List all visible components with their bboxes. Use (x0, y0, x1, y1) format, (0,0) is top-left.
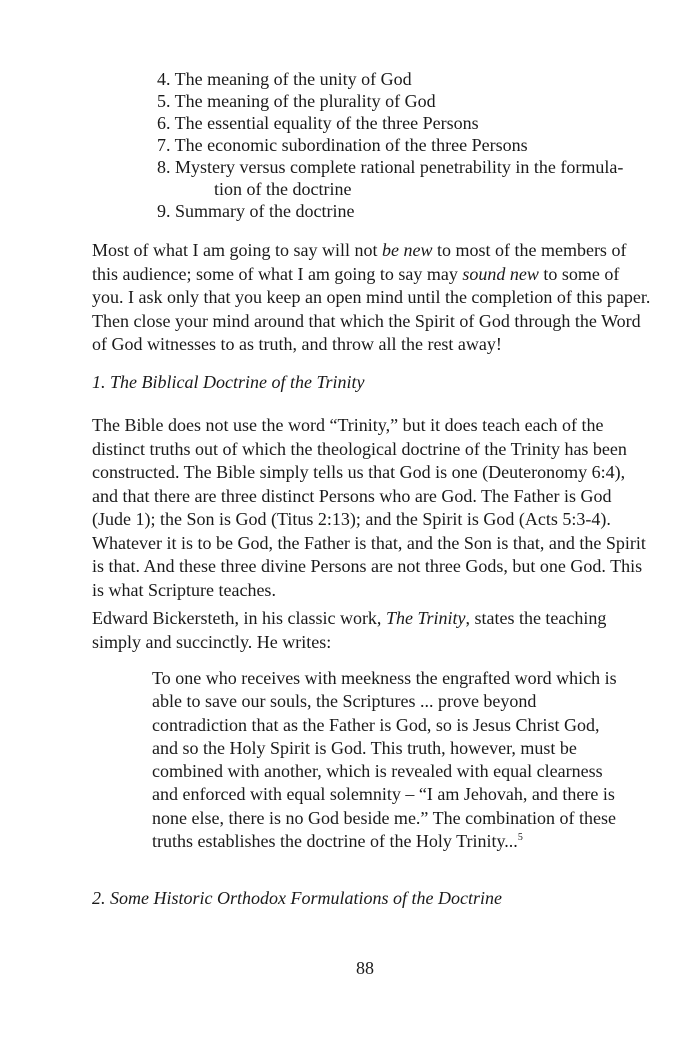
footnote-marker: 5 (517, 832, 523, 844)
outline-item: 6. The essential equality of the three Persons (157, 113, 479, 133)
emphasis-be-new: be new (381, 240, 433, 260)
outline-item: 9. Summary of the doctrine (157, 201, 355, 221)
outline-item: 8. Mystery versus complete rational penetrability in the formula- tion of the doctrine (157, 156, 657, 200)
outline-item: 4. The meaning of the unity of God (157, 69, 412, 89)
section-heading-2: 2. Some Historic Orthodox Formulations of the Doctrine (92, 888, 502, 908)
intro-paragraph: Most of what I am going to say will not be new to most of the members of this audience; some of what I am going to say may sound new to some of you. I ask only that you keep an open mind until the completion of this paper. Then close your mind around that which the Spirit of God through the Word of God witnesses to as truth, and throw all the rest away! (92, 240, 651, 354)
bickersteth-intro-paragraph: Edward Bickersteth, in his classic work, The Trinity, states the teaching simply and succinctly. He writes: (92, 608, 607, 652)
section-1-paragraph: The Bible does not use the word “Trinity,” but it does teach each of the distinct truths out of which the theological doctrine of the Trinity has been constructed. The Bible simply tells us that God is one (Deuteronomy 6:4), and that there are three distinct Persons who are God. The Father is God (Jude 1); the Son is God (Titus 2:13); and the Spirit is God (Acts 5:3-4). Whatever it is to be God, the Father is that, and the Son is that, and the Spirit is that. And these three divine Persons are not three Gods, but one God. This is what Scripture teaches. (92, 415, 646, 600)
outline-item-continuation: tion of the doctrine (214, 179, 352, 199)
page-number: 88 (356, 958, 374, 978)
outline-item: 7. The economic subordination of the three Persons (157, 135, 528, 155)
section-heading-1: 1. The Biblical Doctrine of the Trinity (92, 372, 365, 392)
emphasis-sound-new: sound new (462, 263, 539, 284)
doctrine-outline-list (157, 68, 657, 222)
work-title: The Trinity (385, 608, 466, 628)
outline-item: 5. The meaning of the plurality of God (157, 91, 436, 111)
bickersteth-block-quote: To one who receives with meekness the engrafted word which is able to save our souls, the Scriptures ... prove beyond contradiction that as the Father is God, so is Jesus Christ God, and so the Holy Spirit is God. This truth, however, must be combined with another, which is revealed with equal clearness and enforced with equal solemnity – “I am Jehovah, and there is none else, there is no God beside me.” The combination of these truths establishes the doctrine of the Holy Trinity...$^5$ (152, 668, 617, 852)
